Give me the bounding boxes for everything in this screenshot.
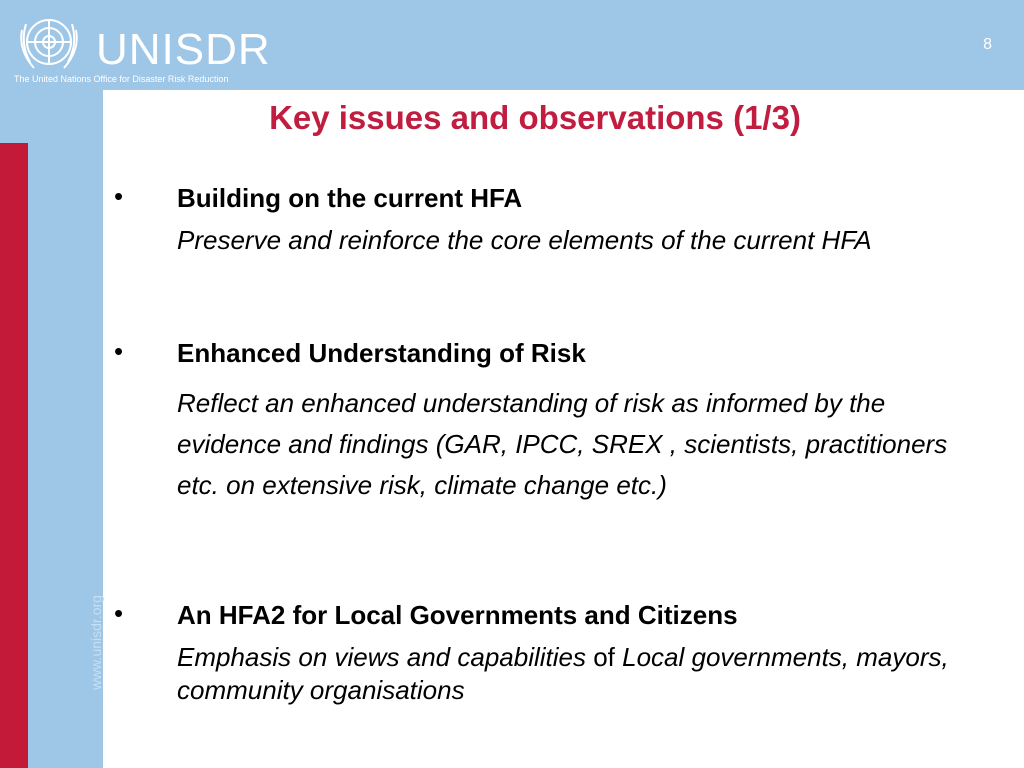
red-accent-stripe (0, 143, 28, 768)
bullet-body: Reflect an enhanced understanding of risk as informed by the evidence and findings (GAR, IPCC, SREX , scientists, practitioners etc. on extensive risk, climate change etc.) (177, 388, 948, 500)
bullet-marker: • (114, 598, 124, 628)
bullet-marker: • (114, 336, 124, 366)
bullet-body-plain: of (593, 642, 615, 672)
bullet-body-italic: Local governments, mayors, community organisations (177, 642, 949, 705)
unisdr-logo (12, 10, 271, 90)
bullet-heading: Enhanced Understanding of Risk (177, 338, 586, 368)
page-number: 8 (983, 36, 992, 53)
bullet-heading: An HFA2 for Local Governments and Citizens (177, 600, 738, 630)
logo-text: UNISDR (96, 25, 271, 74)
slide-title: Key issues and observations (1/3) (269, 99, 801, 136)
logo-subtitle: The United Nations Office for Disaster Risk Reduction (14, 74, 229, 84)
bullet-marker: • (114, 181, 124, 211)
bullet-body (177, 641, 977, 707)
website-watermark: www.unisdr.org (88, 595, 104, 690)
bullet-body-italic: Emphasis on views and capabilities (177, 642, 594, 672)
un-emblem-icon (14, 10, 84, 80)
bullet-body: Preserve and reinforce the core elements of the current HFA (177, 225, 872, 255)
bullet-heading: Building on the current HFA (177, 183, 523, 213)
